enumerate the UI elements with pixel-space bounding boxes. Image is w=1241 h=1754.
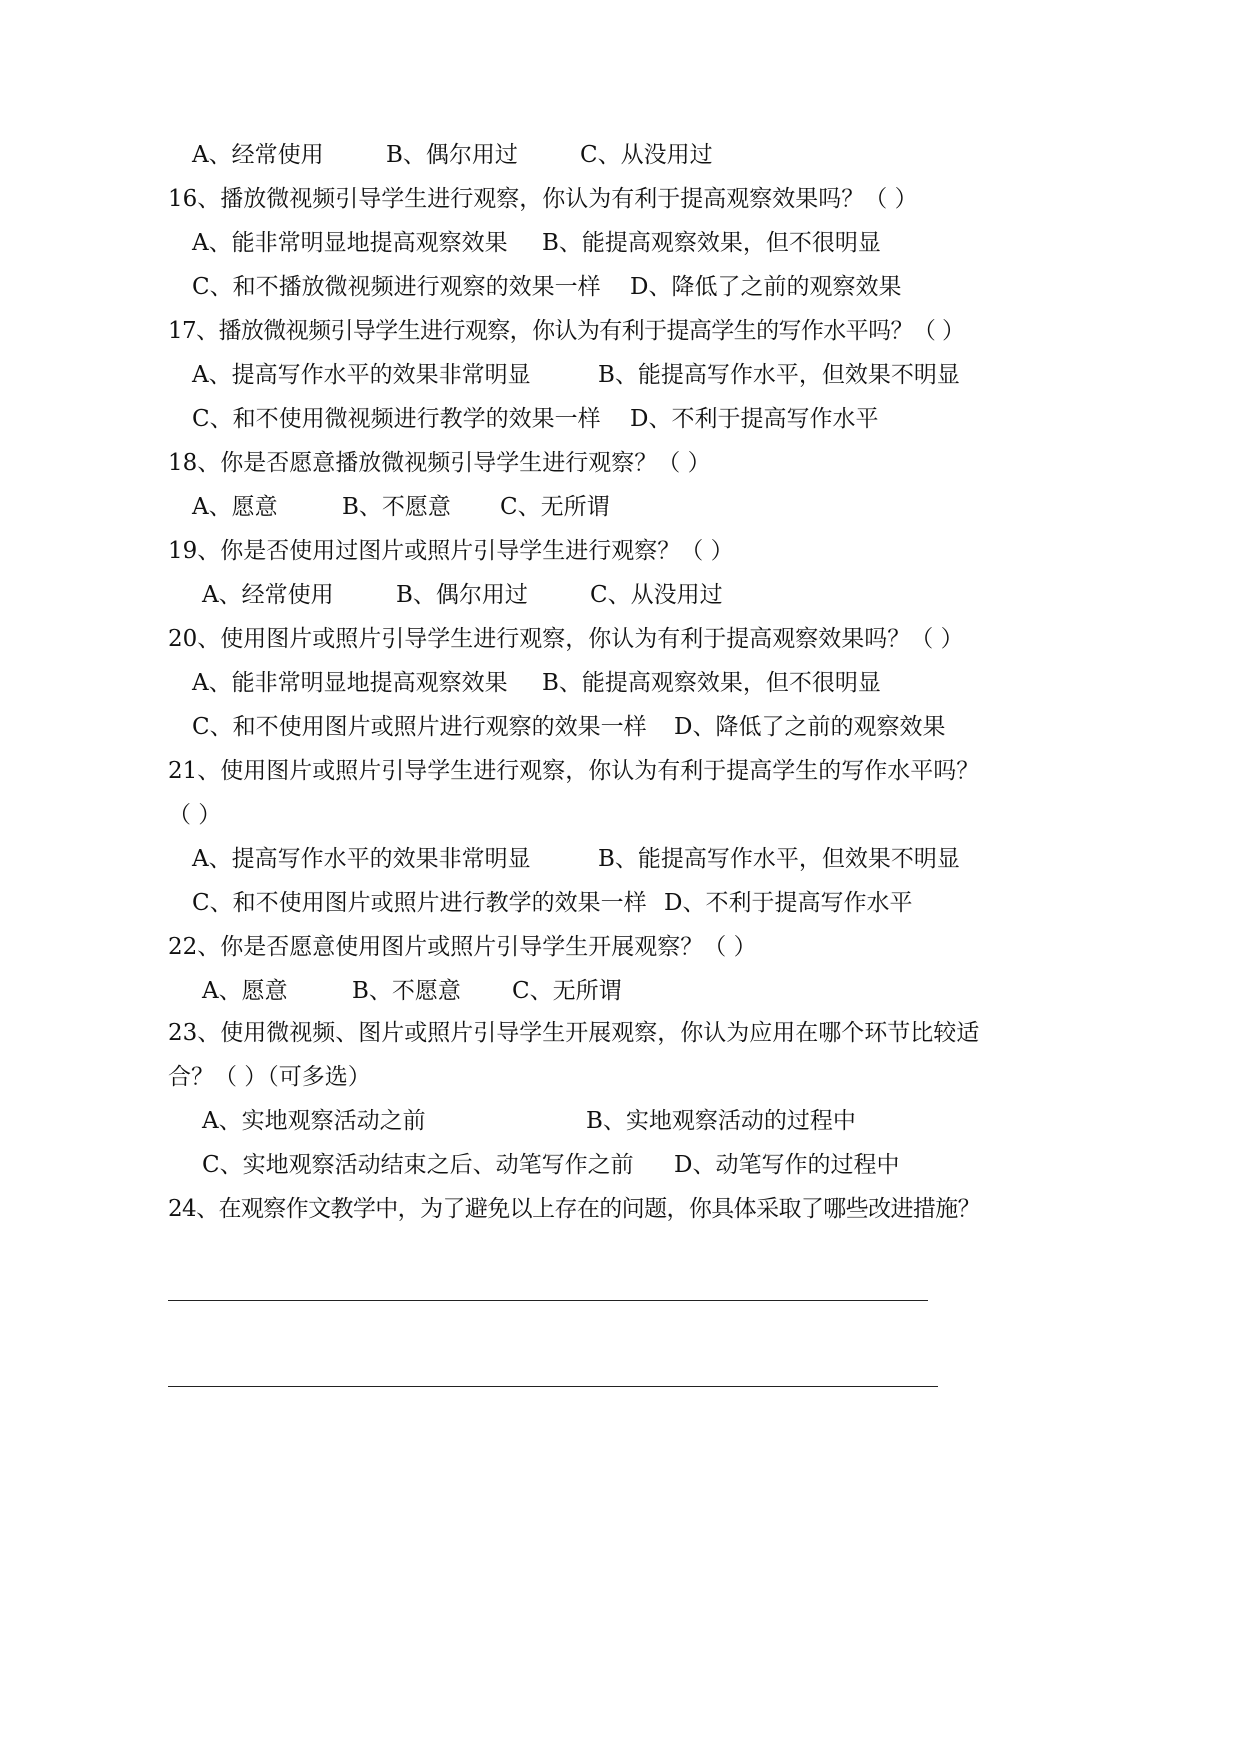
option-b: B、偶尔用过 [386,142,518,168]
option-c: C、无所谓 [500,494,610,520]
option-a: A、愿意 [202,978,288,1004]
option-b: B、能提高观察效果，但不很明显 [542,230,881,256]
option-d: D、不利于提高写作水平 [664,890,913,916]
question-23: 23、使用微视频、图片或照片引导学生开展观察，你认为应用在哪个环节比较适 [168,1020,980,1046]
option-c: C、实地观察活动结束之后、动笔写作之前 [202,1152,634,1178]
option-a: A、实地观察活动之前 [202,1108,426,1134]
option-a: A、能非常明显地提高观察效果 [192,230,508,256]
option-b: B、能提高写作水平，但效果不明显 [598,846,960,872]
answer-line-2 [168,1386,938,1387]
question-22: 22、你是否愿意使用图片或照片引导学生开展观察？（ ） [168,934,757,960]
question-21-blank: （ ） [168,802,222,828]
option-c: C、和不使用图片或照片进行教学的效果一样 [192,890,647,916]
option-b: B、不愿意 [352,978,461,1004]
option-c: C、和不使用微视频进行教学的效果一样 [192,406,601,432]
option-c: C、从没用过 [590,582,723,608]
answer-line-1 [168,1300,928,1301]
question-24: 24、在观察作文教学中，为了避免以上存在的问题，你具体采取了哪些改进措施？ [168,1196,981,1222]
option-c: C、和不播放微视频进行观察的效果一样 [192,274,601,300]
question-18: 18、你是否愿意播放微视频引导学生进行观察？（ ） [168,450,711,476]
option-a: A、经常使用 [202,582,334,608]
option-b: B、不愿意 [342,494,451,520]
question-19: 19、你是否使用过图片或照片引导学生进行观察？（ ） [168,538,734,564]
question-17: 17、播放微视频引导学生进行观察，你认为有利于提高学生的写作水平吗？（ ） [168,318,965,344]
option-b: B、偶尔用过 [396,582,528,608]
option-c: C、无所谓 [512,978,622,1004]
option-d: D、动笔写作的过程中 [674,1152,900,1178]
question-20: 20、使用图片或照片引导学生进行观察，你认为有利于提高观察效果吗？（ ） [168,626,964,652]
option-a: A、愿意 [192,494,278,520]
option-a: A、提高写作水平的效果非常明显 [192,362,531,388]
option-d: D、不利于提高写作水平 [630,406,879,432]
option-d: D、降低了之前的观察效果 [630,274,902,300]
question-23-cont: 合？（ ）（可多选） [168,1064,371,1090]
option-b: B、能提高观察效果，但不很明显 [542,670,881,696]
option-b: B、能提高写作水平，但效果不明显 [598,362,960,388]
option-c: C、和不使用图片或照片进行观察的效果一样 [192,714,647,740]
option-c: C、从没用过 [580,142,713,168]
option-b: B、实地观察活动的过程中 [586,1108,856,1134]
option-a: A、能非常明显地提高观察效果 [192,670,508,696]
option-a: A、经常使用 [192,142,324,168]
question-16: 16、播放微视频引导学生进行观察，你认为有利于提高观察效果吗？（ ） [168,186,918,212]
option-a: A、提高写作水平的效果非常明显 [192,846,531,872]
question-21: 21、使用图片或照片引导学生进行观察，你认为有利于提高学生的写作水平吗？ [168,758,980,784]
option-d: D、降低了之前的观察效果 [674,714,946,740]
